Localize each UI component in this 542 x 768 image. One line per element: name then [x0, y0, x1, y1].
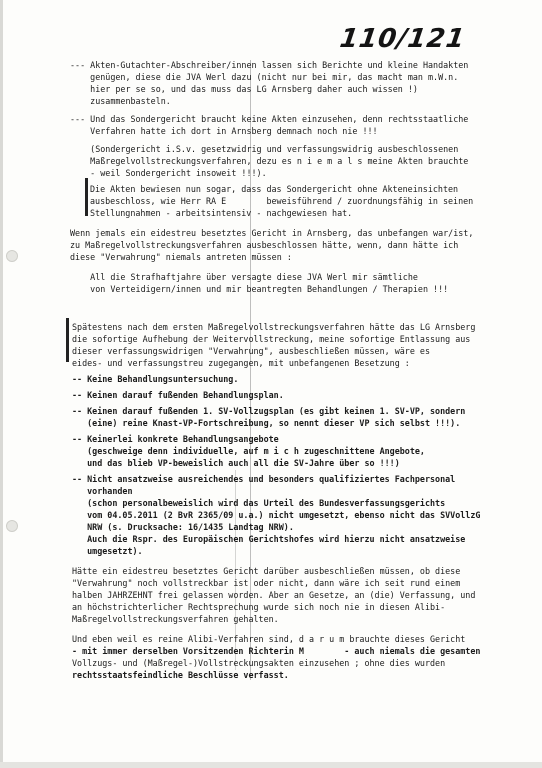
- text-line: Spätestens nach dem ersten Maßregelvollstreckungsverfahren hätte das LG Arnsberg: [72, 322, 476, 332]
- paper-edge: [0, 762, 542, 768]
- text-line: Wenn jemals ein eidestreu besetztes Gericht in Arnsberg, das unbefangen war/ist,: [70, 228, 474, 238]
- text-line: -- Keinen darauf fußenden Behandlungsplan.: [72, 390, 284, 400]
- text-line: -- Keinen darauf fußenden 1. SV-Vollzugsplan (es gibt keinen 1. SV-VP, sondern: [72, 406, 466, 416]
- text-line: All die Strafhaftjahre über versagte diese JVA Werl mir sämtliche: [70, 272, 418, 282]
- text-line: Die Akten bewiesen nun sogar, dass das Sondergericht ohne Akteneinsichten: [90, 184, 459, 194]
- text-line: rechtsstaatsfeindliche Beschlüsse verfasst.: [72, 670, 289, 680]
- text-line: (schon personalbeweislich wird das Urteil des Bundesverfassungsgerichts: [72, 498, 446, 508]
- text-line: ausbeschloss, wie Herr RA E beweisführend / zuordnungsfähig in seinen: [90, 196, 474, 206]
- text-line: NRW (s. Drucksache: 16/1435 Landtag NRW).: [72, 522, 294, 532]
- text-line: --- Und das Sondergericht braucht keine Akten einzusehen, denn rechtsstaatliche: [70, 114, 469, 124]
- text-line: Hätte ein eidestreu besetztes Gericht darüber ausbeschließen müssen, ob diese: [72, 566, 461, 576]
- text-line: eides- und verfassungstreu zugegangen, mit unbefangenen Besetzung :: [72, 358, 410, 368]
- margin-marker: [66, 318, 69, 362]
- text-line: vom 04.05.2011 (2 BvR 2365/09 u.a.) nicht umgesetzt, ebenso nicht das SVVollzG: [72, 510, 481, 520]
- punch-hole: [6, 520, 18, 532]
- text-line: genügen, diese die JVA Werl dazu (nicht nur bei mir, das macht man m.W.n.: [70, 72, 459, 82]
- text-line: --- Akten-Gutachter-Abschreiber/innen lassen sich Berichte und kleine Handakten: [70, 60, 469, 70]
- text-line: Maßregelvollstreckungsverfahren, dezu es n i e m a l s meine Akten brauchte: [70, 156, 469, 166]
- text-line: hier per se so, und das muss das LG Arnsberg daher auch wissen !): [70, 84, 418, 94]
- text-line: zusammenbasteln.: [70, 96, 171, 106]
- text-line: (eine) reine Knast-VP-Fortschreibung, so nennt dieser VP sich selbst !!!).: [72, 418, 461, 428]
- punch-hole: [6, 250, 18, 262]
- page-number: 110/121: [337, 24, 468, 54]
- text-line: die sofortige Aufhebung der Weitervollstreckung, meine sofortige Entlassung aus: [72, 334, 471, 344]
- text-line: Auch die Rspr. des Europäischen Gerichtshofes wird hierzu nicht ansatzweise: [72, 534, 466, 544]
- text-line: (geschweige denn individuelle, auf m i c h zugeschnittene Angebote,: [72, 446, 425, 456]
- margin-marker: [85, 178, 88, 216]
- text-line: Maßregelvollstreckungsverfahren gehalten.: [72, 614, 279, 624]
- text-line: dieser verfassungswidrigen "Verwahrung", ausbeschließen müssen, wäre es: [72, 346, 430, 356]
- text-line: - weil Sondergericht insoweit !!!).: [70, 168, 267, 178]
- text-line: -- Nicht ansatzweise ausreichendes und besonders qualifiziertes Fachpersonal: [72, 474, 456, 484]
- text-line: (Sondergericht i.S.v. gesetzwidrig und verfassungswidrig ausbeschlossenen: [70, 144, 459, 154]
- text-line: - mit immer derselben Vorsitzenden Richterin M - auch niemals die gesamten: [72, 646, 481, 656]
- text-line: umgesetzt).: [72, 546, 143, 556]
- text-line: -- Keinerlei konkrete Behandlungsangebote: [72, 434, 279, 444]
- text-line: Vollzugs- und (Maßregel-)Vollstreckungsakten einzusehen ; ohne dies wurden: [72, 658, 446, 668]
- text-line: Und eben weil es reine Alibi-Verfahren sind, d a r u m brauchte dieses Gericht: [72, 634, 466, 644]
- text-line: "Verwahrung" noch vollstreckbar ist oder nicht, dann wäre ich seit rund einem: [72, 578, 461, 588]
- text-line: an höchstrichterlicher Rechtsprechung wurde sich noch nie in diesen Alibi-: [72, 602, 446, 612]
- text-line: Stellungnahmen - arbeitsintensiv - nachgewiesen hat.: [90, 208, 353, 218]
- text-line: halben JAHRZEHNT frei gelassen worden. Aber an Gesetze, an (die) Verfassung, und: [72, 590, 476, 600]
- text-line: Verfahren hatte ich dort in Arnsberg demnach noch nie !!!: [70, 126, 378, 136]
- text-line: von Verteidigern/innen und mir beantregten Behandlungen / Therapien !!!: [70, 284, 449, 294]
- text-line: -- Keine Behandlungsuntersuchung.: [72, 374, 239, 384]
- text-line: und das blieb VP-beweislich auch all die SV-Jahre über so !!!): [72, 458, 400, 468]
- text-line: diese "Verwahrung" niemals antreten müssen :: [70, 252, 292, 262]
- text-line: vorhanden: [72, 486, 133, 496]
- paper-edge: [0, 0, 3, 768]
- text-line: zu Maßregelvollstreckungsverfahren ausbeschlossen hätte, wenn, dann hätte ich: [70, 240, 459, 250]
